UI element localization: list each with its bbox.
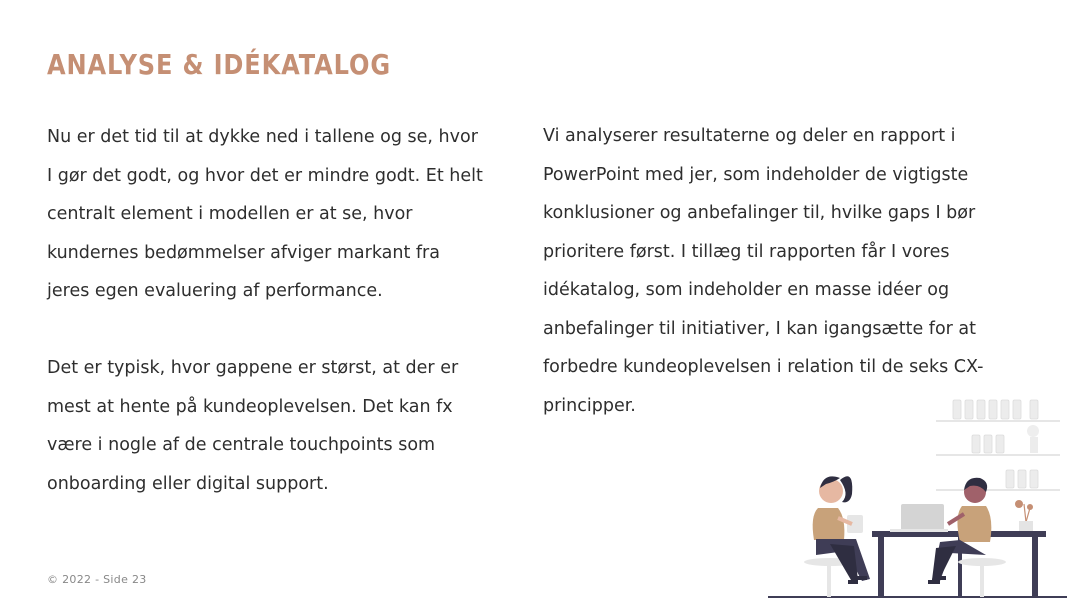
plant-icon xyxy=(1015,500,1033,531)
left-paragraph-1: Nu er det tid til at dykke ned i tallene og se, hvor I gør det godt, og hvor det er mindre godt. Et helt centralt element i modellen er at se, hvor kundernes bedømmelser afviger markant fra jeres egen evaluering af performance. xyxy=(47,127,483,301)
left-column xyxy=(47,118,487,503)
left-paragraph-2: Det er typisk, hvor gappene er størst, at der er mest at hente på kundeoplevelsen. Det kan fx være i nogle af de centrale touchpoints som onboarding eller digital support. xyxy=(47,358,459,494)
right-paragraph-1: Vi analyserer resultaterne og deler en rapport i PowerPoint med jer, som indeholder de vigtigste konklusioner og anbefalinger til, hvilke gaps I bør prioritere først. I tillæg til rapporten får I vores idékatalog, som indeholder en masse idéer og anbefalinger til initiativer, I kan igangsætte for at forbedre kundeoplevelsen i relation til de seks CX-principper. xyxy=(543,126,984,416)
shelf-icon xyxy=(936,400,1060,491)
footer-page-number: © 2022 - Side 23 xyxy=(47,573,147,586)
people-working-illustration xyxy=(760,388,1067,600)
man-icon xyxy=(928,478,1006,597)
laptop-icon xyxy=(890,504,948,532)
woman-icon xyxy=(804,476,870,597)
right-column xyxy=(543,117,1013,425)
page-title: ANALYSE & IDÉKATALOG xyxy=(47,48,391,81)
